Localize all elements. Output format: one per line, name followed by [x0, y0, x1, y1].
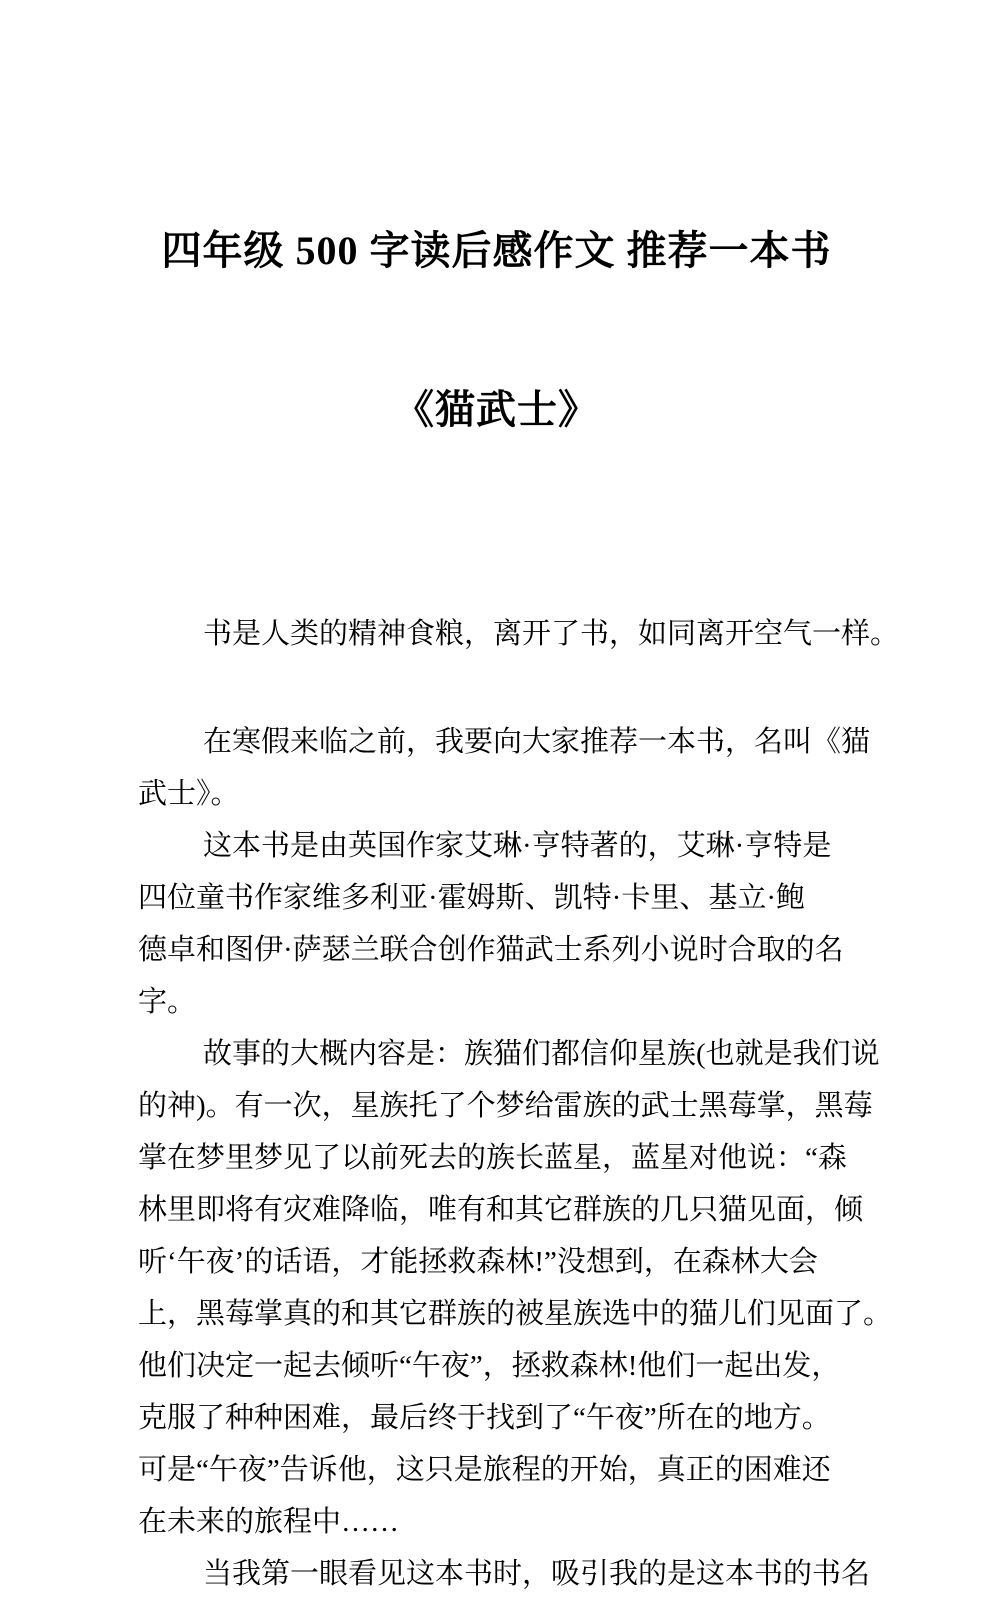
text-line: 故事的大概内容是：族猫们都信仰星族(也就是我们说 — [203, 1038, 880, 1070]
paragraph — [138, 716, 878, 820]
text-line: 在未来的旅程中…… — [138, 1506, 400, 1538]
text-line: 书是人类的精神食粮，离开了书，如同离开空气一样。 — [203, 618, 900, 650]
text-line: 掌在梦里梦见了以前死去的族长蓝星，蓝星对他说：“森 — [138, 1142, 847, 1174]
text-line: 克服了种种困难，最后终于找到了“午夜”所在的地方。 — [138, 1402, 831, 1434]
title-line-2: 《猫武士》 — [394, 387, 599, 432]
paragraph — [138, 1548, 878, 1600]
text-line: 可是“午夜”告诉他，这只是旅程的开始，真正的困难还 — [138, 1454, 831, 1486]
text-line: 林里即将有灾难降临，唯有和其它群族的几只猫见面，倾 — [138, 1194, 864, 1226]
text-line: 武士》。 — [138, 778, 240, 810]
text-line: 四位童书作家维多利亚·霍姆斯、凯特·卡里、基立·鲍 — [138, 882, 805, 914]
text-line: 听‘午夜’的话语，才能拯救森林!”没想到，在森林大会 — [138, 1246, 818, 1278]
text-line: 这本书是由英国作家艾琳·亨特著的，艾琳·亨特是 — [203, 830, 832, 862]
text-line: 的神)。有一次，星族托了个梦给雷族的武士黑莓掌，黑莓 — [138, 1090, 873, 1122]
text-line: 当我第一眼看见这本书时，吸引我的是这本书的书名 — [203, 1558, 871, 1590]
text-line: 上，黑莓掌真的和其它群族的被星族选中的猫儿们见面了。 — [138, 1298, 893, 1330]
document-title — [0, 118, 993, 542]
text-line: 德卓和图伊·萨瑟兰联合创作猫武士系列小说时合取的名 — [138, 934, 844, 966]
text-line: 在寒假来临之前，我要向大家推荐一本书，名叫《猫 — [203, 726, 871, 758]
document-body — [138, 608, 900, 1600]
title-line-1: 四年级 500 字读后感作文 推荐一本书 — [161, 228, 832, 273]
text-line: 他们决定一起去倾听“午夜”，拯救森林!他们一起出发， — [138, 1350, 841, 1382]
paragraph — [138, 820, 878, 1028]
paragraph — [138, 608, 900, 660]
paragraph — [138, 1028, 893, 1548]
document-page — [0, 118, 993, 1590]
text-line: 字。 — [138, 986, 197, 1018]
